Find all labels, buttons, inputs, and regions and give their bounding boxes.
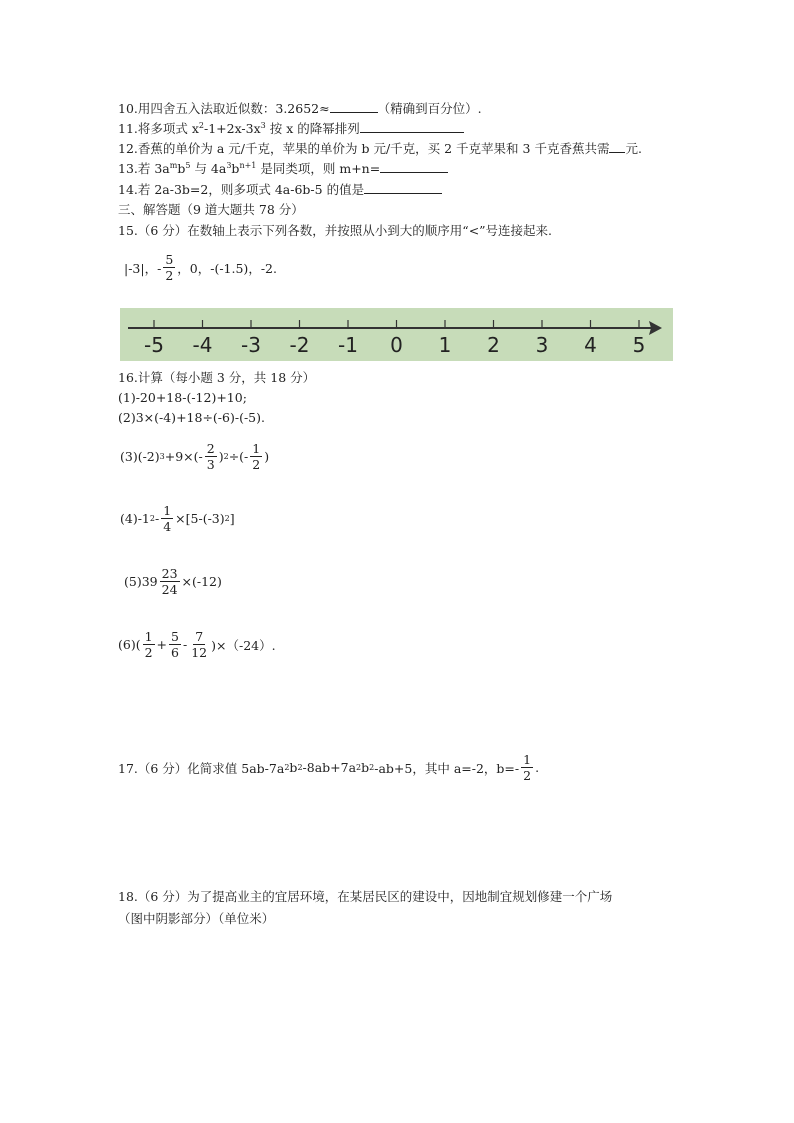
fraction: $\frac{7}{12}$ xyxy=(191,629,208,660)
question-17: 17.（6 分）化简求值 5ab-7a 2 b 2 -8ab+7a 2 b 2 -ab+5，其中 a=-2，b=- $\frac{1}{2}$ . xyxy=(118,752,540,783)
question-16-part-1: (1)-20+18-(-12)+10; xyxy=(118,390,247,405)
number-line-label: 2 xyxy=(487,333,500,357)
question-13: 13.若 $3a^mb^5$ 与 $4a^3b^{n+1}$ 是同类项，则 m+n= xyxy=(118,159,448,178)
fraction: $\frac{5}{6}$ xyxy=(171,629,179,660)
section-3-title: 三、解答题（9 道大题共 78 分） xyxy=(118,202,304,217)
number-line-label: -5 xyxy=(144,333,164,357)
number-line-label: 4 xyxy=(584,333,597,357)
number-line-label: -3 xyxy=(241,333,261,357)
number-line-label: 3 xyxy=(535,333,549,357)
number-line-label: 1 xyxy=(438,333,452,357)
number-line-label: 0 xyxy=(390,333,403,357)
answer-blank[interactable] xyxy=(360,119,464,133)
question-14: 14.若 2a-3b=2，则多项式 4a-6b-5 的值是 xyxy=(118,180,442,199)
question-15-stem: 15.（6 分）在数轴上表示下列各数，并按照从小到大的顺序用“<”号连接起来. xyxy=(118,223,553,238)
number-line-label: -1 xyxy=(338,333,358,357)
number-line[interactable] xyxy=(120,308,673,361)
number-line-label: -4 xyxy=(192,333,213,357)
fraction: $\frac{1}{2}$ xyxy=(523,752,532,783)
answer-blank[interactable] xyxy=(364,180,442,194)
question-10: 10.用四舍五入法取近似数：3.2652≈ （精确到百分位）. xyxy=(118,101,482,116)
fraction: $\frac{23}{24}$ xyxy=(161,566,178,597)
question-18-line-1: 18.（6 分）为了提高业主的宜居环境，在某居民区的建设中，因地制宜规划修建一个广场 xyxy=(118,889,613,904)
number-line-label: -2 xyxy=(289,333,310,357)
fraction: $\frac{2}{3}$ xyxy=(206,441,215,472)
question-15-numbers: |-3|，- $\frac{5}{2}$ ，0，-(-1.5)，-2. xyxy=(124,252,277,283)
question-16-part-4: (4)-1 2 - $\frac{1}{4}$ ×[5-(-3) 2 ] xyxy=(120,503,235,534)
fraction: $\frac{1}{2}$ xyxy=(144,629,153,660)
answer-blank[interactable] xyxy=(380,159,448,173)
question-16-part-2: (2)3×(-4)+18÷(-6)-(-5). xyxy=(118,410,265,425)
answer-blank[interactable] xyxy=(330,99,378,113)
question-18-line-2: （图中阴影部分）（单位米） xyxy=(118,911,275,926)
question-11: 11.将多项式 $x^2-1+2x-3x^3$ 按 x 的降幂排列 xyxy=(118,119,464,138)
fraction: $\frac{1}{4}$ xyxy=(163,503,172,534)
question-16-part-6: (6)( $\frac{1}{2}$ + $\frac{5}{6}$ - $\frac{7}{12}$ )×（-24）. xyxy=(118,629,276,660)
question-16-stem: 16.计算（每小题 3 分，共 18 分） xyxy=(118,370,316,385)
answer-blank[interactable] xyxy=(609,139,625,153)
question-16-part-5: (5)39 $\frac{23}{24}$ ×(-12) xyxy=(124,566,222,597)
question-16-part-3: (3)(-2) 3 +9×(- $\frac{2}{3}$ ) 2 ÷(- $\frac{1}{2}$ ) xyxy=(120,441,270,472)
number-line-ticks xyxy=(144,320,645,357)
fraction: $\frac{1}{2}$ xyxy=(252,441,261,472)
fraction: $\frac{5}{2}$ xyxy=(165,252,174,283)
number-line-label: 5 xyxy=(632,333,646,357)
question-12: 12.香蕉的单价为 a 元/千克，苹果的单价为 b 元/千克，买 2 千克苹果和 3 千克香蕉共需 元. xyxy=(118,141,642,156)
